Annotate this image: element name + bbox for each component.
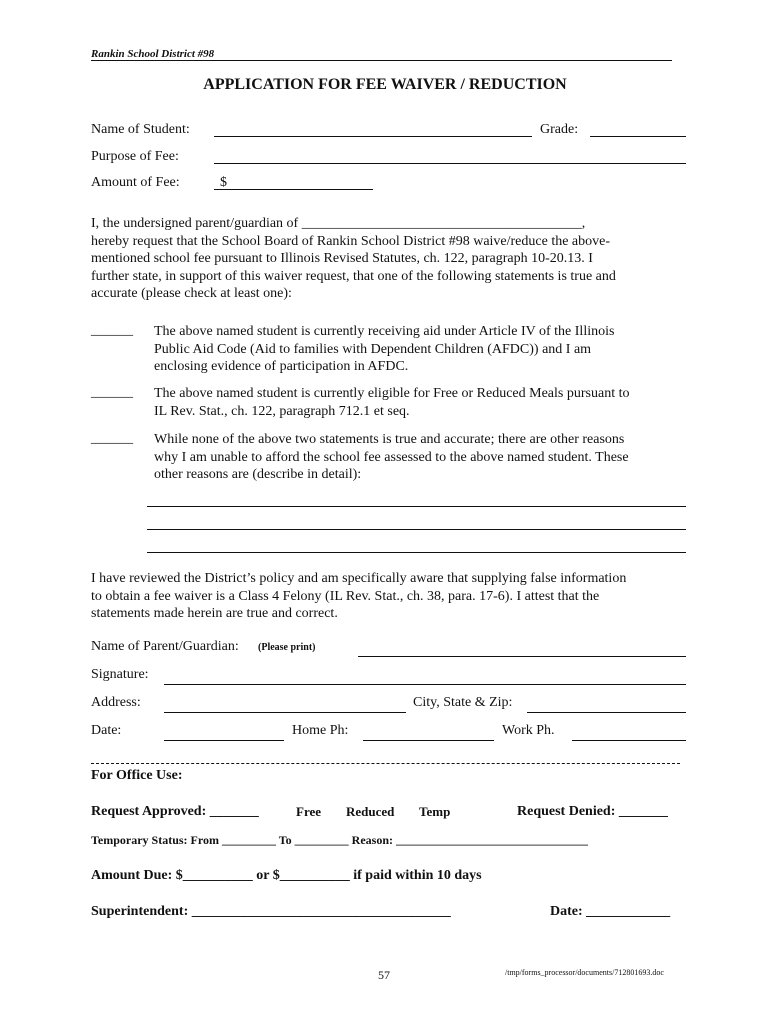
intro-line: I, the undersigned parent/guardian of ________________________________________, bbox=[91, 216, 586, 231]
guardian-name-field[interactable] bbox=[358, 656, 686, 657]
reason-line-3[interactable] bbox=[147, 552, 686, 553]
date-field[interactable] bbox=[164, 740, 284, 741]
option-3-checkbox[interactable]: ______ bbox=[91, 431, 133, 446]
option-line: While none of the above two statements is true and accurate; there are other reasons bbox=[154, 432, 625, 447]
signature-label: Signature: bbox=[91, 667, 149, 682]
option-1-text bbox=[154, 323, 614, 376]
option-line: other reasons are (describe in detail): bbox=[154, 467, 362, 483]
request-approved: Request Approved: _______ bbox=[91, 804, 259, 819]
date-label: Date: bbox=[91, 723, 122, 738]
option-line: enclosing evidence of participation in AFDC. bbox=[154, 359, 409, 375]
attest-line: to obtain a fee waiver is a Class 4 Felony (IL Rev. Stat., ch. 38, para. 17-6). I attest that the bbox=[91, 588, 600, 604]
intro-paragraph bbox=[91, 215, 616, 303]
option-line: why I am unable to afford the school fee assessed to the above named student. These bbox=[154, 449, 629, 465]
reduced-option: Reduced bbox=[346, 804, 395, 819]
work-phone-label: Work Ph. bbox=[502, 723, 555, 738]
city-field[interactable] bbox=[527, 712, 686, 713]
purpose-field[interactable] bbox=[214, 163, 686, 164]
office-divider bbox=[91, 763, 680, 764]
option-2-text bbox=[154, 385, 629, 420]
superintendent-line: Superintendent: _____________________________________ bbox=[91, 904, 451, 919]
amount-due: Amount Due: $__________ or $__________ if paid within 10 days bbox=[91, 868, 482, 883]
page-number: 57 bbox=[378, 968, 390, 982]
reason-line-2[interactable] bbox=[147, 529, 686, 530]
option-line: IL Rev. Stat., ch. 122, paragraph 712.1 et seq. bbox=[154, 403, 410, 419]
header-rule bbox=[91, 60, 672, 61]
option-2-checkbox[interactable]: ______ bbox=[91, 385, 133, 400]
reason-line-1[interactable] bbox=[147, 506, 686, 507]
home-phone-field[interactable] bbox=[363, 740, 494, 741]
student-name-field[interactable] bbox=[214, 136, 532, 137]
city-label: City, State & Zip: bbox=[413, 695, 513, 710]
address-label: Address: bbox=[91, 695, 141, 710]
temporary-status: Temporary Status: From _________ To _________ Reason: ________________________________ bbox=[91, 833, 589, 847]
attest-line: statements made herein are true and correct. bbox=[91, 606, 338, 622]
option-3-text bbox=[154, 431, 629, 484]
temp-option: Temp bbox=[419, 804, 451, 819]
student-name-label: Name of Student: bbox=[91, 122, 190, 137]
office-date-line: Date: ____________ bbox=[550, 904, 671, 919]
district-header: Rankin School District #98 bbox=[91, 48, 215, 60]
option-line: Public Aid Code (Aid to families with Dependent Children (AFDC)) and I am bbox=[154, 341, 592, 357]
guardian-name-label: Name of Parent/Guardian: bbox=[91, 639, 239, 654]
document-path: /tmp/forms_processor/documents/712801693.doc bbox=[505, 968, 664, 977]
work-phone-field[interactable] bbox=[572, 740, 686, 741]
please-print-note: (Please print) bbox=[258, 642, 316, 653]
amount-label: Amount of Fee: bbox=[91, 175, 180, 190]
intro-line: further state, in support of this waiver request, that one of the following statements is true and bbox=[91, 268, 616, 284]
option-line: The above named student is currently eligible for Free or Reduced Meals pursuant to bbox=[154, 386, 630, 401]
amount-field[interactable] bbox=[214, 189, 373, 190]
request-denied: Request Denied: _______ bbox=[517, 804, 668, 819]
address-field[interactable] bbox=[164, 712, 406, 713]
intro-line: hereby request that the School Board of Rankin School District #98 waive/reduce the above- bbox=[91, 233, 611, 249]
option-1-checkbox[interactable]: ______ bbox=[91, 323, 133, 338]
purpose-label: Purpose of Fee: bbox=[91, 149, 179, 164]
intro-line: mentioned school fee pursuant to Illinois Revised Statutes, ch. 122, paragraph 10-20.13. I bbox=[91, 251, 593, 267]
page-title: APPLICATION FOR FEE WAIVER / REDUCTION bbox=[203, 76, 567, 93]
grade-label: Grade: bbox=[540, 122, 579, 137]
signature-field[interactable] bbox=[164, 684, 686, 685]
office-use-heading: For Office Use: bbox=[91, 768, 183, 783]
attest-line: I have reviewed the District’s policy and am specifically aware that supplying false information bbox=[91, 571, 627, 586]
option-line: The above named student is currently receiving aid under Article IV of the Illinois bbox=[154, 324, 615, 339]
home-phone-label: Home Ph: bbox=[292, 723, 349, 738]
amount-currency: $ bbox=[220, 175, 227, 190]
intro-line: accurate (please check at least one): bbox=[91, 286, 292, 302]
grade-field[interactable] bbox=[590, 136, 686, 137]
free-option: Free bbox=[296, 804, 322, 819]
attest-paragraph bbox=[91, 570, 626, 623]
